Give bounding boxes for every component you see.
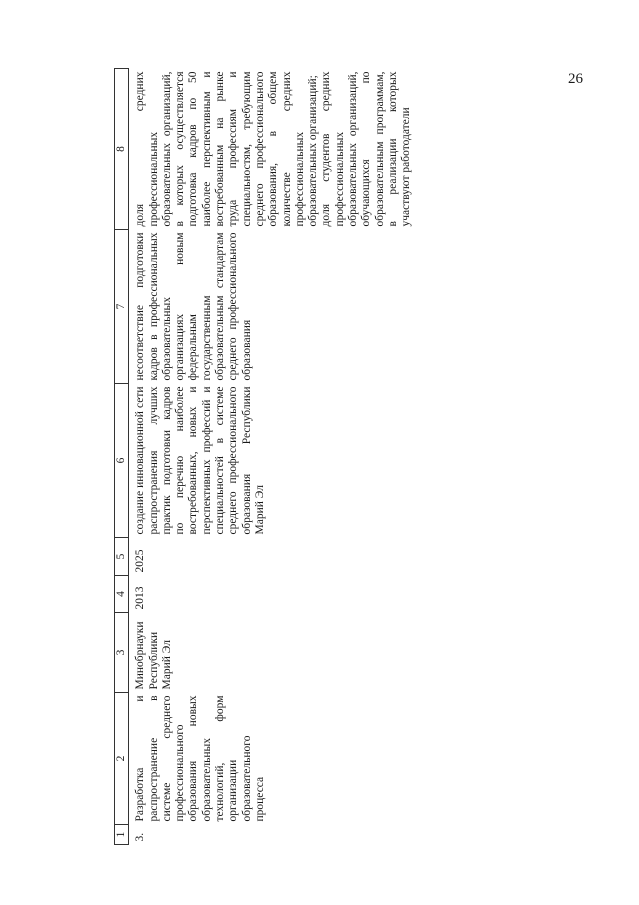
table-row <box>129 69 414 845</box>
row-number: 3. <box>134 832 147 842</box>
col-header-3: 3 <box>115 613 129 693</box>
col-header-7: 7 <box>115 230 129 384</box>
page-number: 26 <box>568 71 583 87</box>
start-year: 2013 <box>134 586 147 610</box>
indicators-cell <box>129 69 414 230</box>
col-header-2: 2 <box>115 693 129 825</box>
col-header-1: 1 <box>115 825 129 845</box>
col-header-5: 5 <box>115 538 129 576</box>
consequence-of-non-implementation: несоответствие подготовки кадров в профессиональных образовательных организациях новым федеральным государственным образовательным стандартам среднего профессионального образования <box>134 232 253 381</box>
header-row <box>115 69 129 845</box>
end-year: 2025 <box>134 549 147 573</box>
expected-result: создание инновационной сети распространения лучших практик подготовки кадров по перечню наиболее востребованных, новых и перспективных профессий и специальностей в системе среднего профессионального образования Республики Марий Эл <box>134 386 266 535</box>
indicator-text: доля средних профессиональных образовательных организаций, в которых осуществляется подготовка кадров по 50 наиболее перспективным и востребованным на рынке труда профессиям и специальностям, требующим среднего профессионального образования, в общем количестве средних профессиональных образовательных организаций; <box>134 71 320 227</box>
col-header-6: 6 <box>115 384 129 538</box>
rotated-table-container <box>114 69 554 845</box>
program-table <box>114 68 414 845</box>
executor: Минобрнауки Республики Марий Эл <box>134 621 173 690</box>
col-header-8: 8 <box>115 69 129 230</box>
measure-name: Разработка и распространение в системе среднего профессионального образования новых образовательных технологий, форм организации образовательного процесса <box>134 695 266 822</box>
indicator-text: доля студентов средних профессиональных образовательных организаций, обучающихся по образовательным программам, в реализации которых участвуют работодатели <box>320 71 413 227</box>
col-header-4: 4 <box>115 576 129 613</box>
